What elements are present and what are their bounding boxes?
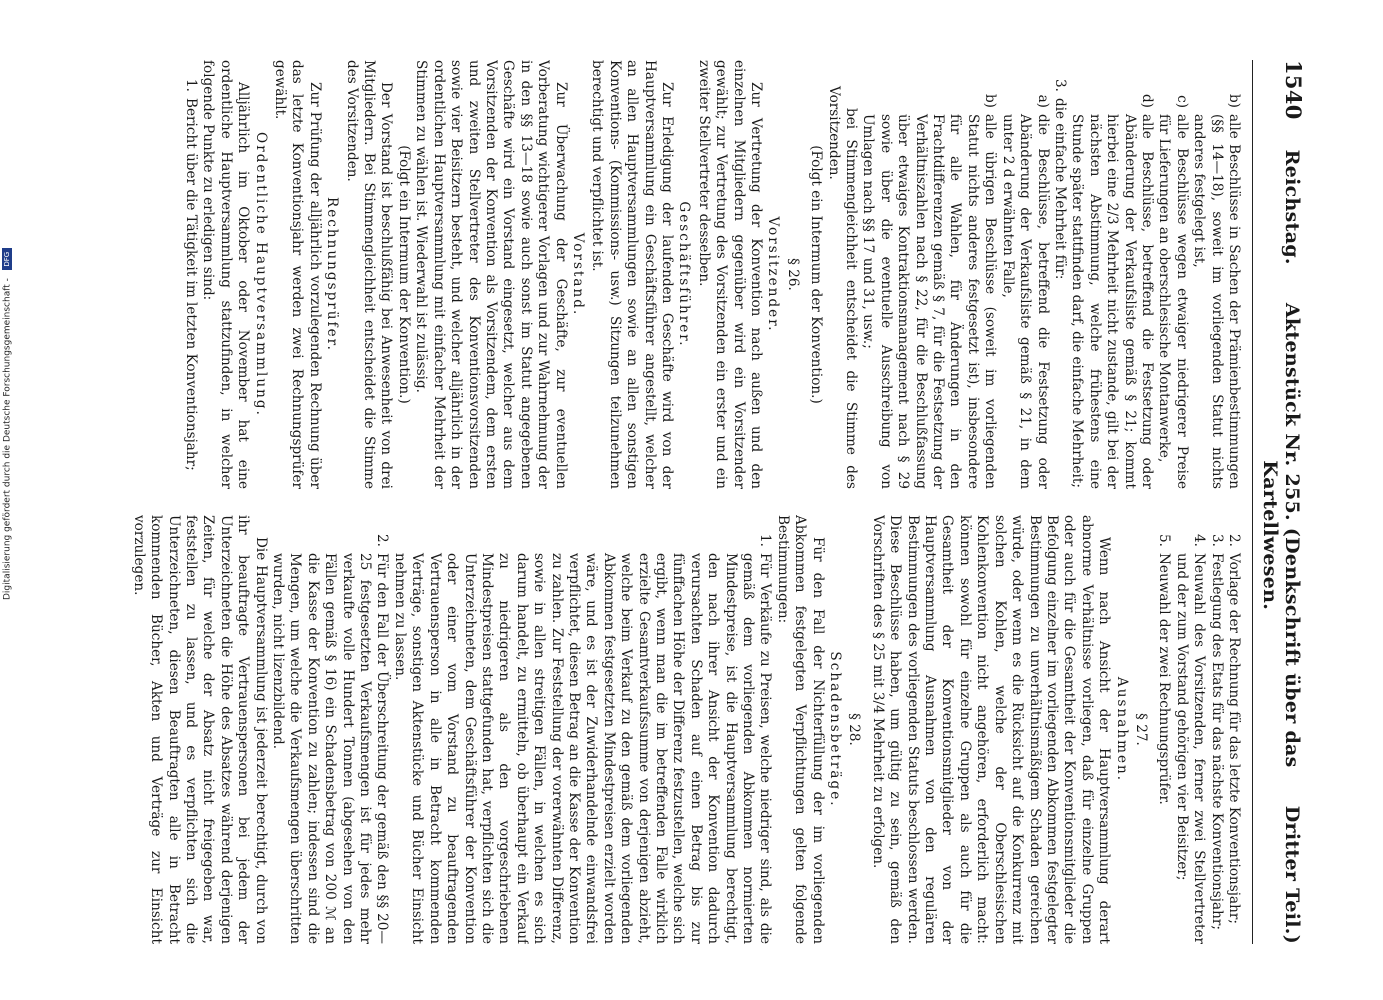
- clause-3: 3. die einfache Mehrheit für:: [1051, 79, 1068, 280]
- clause-3b: b) alle übrigen Beschlüsse (soweit im vorliegenden Statut nichts anderes festgesetzt ist), insbesondere für alle Wahlen, für Änderungen in den Frachtdifferenzen gemäß § 7, für die Festsetzung der Verhältniszahlen nach § 22, für die Beschlußfassung über etwaiges Kontraktionsmanagement nach § 29 sowie über die eventuelle Ausschreibung von Umlagen nach §§ 17 und 31, usw.;: [860, 93, 999, 489]
- tie-rule: bei Stimmengleichheit entscheidet die Stimme des Vorsitzenden.: [825, 86, 860, 489]
- digitization-text: Digitalisierung gefördert durch die Deutsche Forschungsgemeinschaft -: [2, 278, 13, 600]
- clause-3a: a) die Beschlüsse, betreffend die Festsetzung oder Abänderung der Verkaufsliste gemäß § 21, in dem unter 2 d erwähnten Falle,: [999, 94, 1051, 489]
- header-left: Reichstag.: [1281, 149, 1303, 265]
- agenda-item-4: 4. Neuwahl des Vorsitzenden, ferner zwei Stellvertreter und der zum Vorstand gehörigen vier Beisitzer;: [1173, 534, 1208, 944]
- page-header: [1252, 60, 1306, 944]
- para-vorstand-2: Der Vorstand ist beschlußfähig bei Anwesenheit von drei Mitgliedern. Bei Stimmengleichheit entscheidet die Stimme des Vorsitzenden.: [343, 60, 395, 489]
- left-column: [52, 60, 1242, 489]
- text-columns: [52, 60, 1242, 944]
- header-right: Dritter Teil.): [1281, 805, 1303, 944]
- para-ausnahmen: Wenn nach Ansicht der Hauptversammlung derart abnorme Verhältnisse vorliegen, daß für einzelne Gruppen oder auch für die Gesamtheit der Konventionsmitglieder die Befolgung einzelner im vorliegenden Abkommen festgelegter Bestimmungen zu unverhältnismäßigem Schaden gereichen würde, oder wenn es die Rücksicht auf die Konkurrenz mit solchen Kohlen, welche der Oberschlesischen Kohlenkonvention nicht angehören, erforderlich macht: können sowohl für einzelne Gruppen als auch für die Gesamtheit der Konventionsmitglieder von der Hauptversammlung Ausnahmen von den regulären Bestimmungen des vorliegenden Statuts beschlossen werden. Diese Beschlüsse haben, um gültig zu sein, gemäß den Vorschriften des § 25 mit 3/4 Mehrheit zu erfolgen.: [869, 515, 1113, 944]
- agenda-item-3: 3. Festlegung des Etats für das nächste Konventionsjahr;: [1208, 534, 1225, 930]
- clause-2c: c) alle Beschlüsse wegen etwaiger niedrigerer Preise für Lieferungen an oberschlesische Montanwerke,: [1156, 95, 1190, 489]
- para-ordentliche-hauptversammlung: Alljährlich im Oktober oder November hat eine ordentliche Hauptversammlung stattzufinden, in welcher folgende Punkte zu erledigen sind:: [200, 60, 252, 489]
- omission-note-1: (Folgt ein Intermum der Konvention.): [808, 145, 825, 404]
- dfg-logo: DFG: [2, 248, 12, 270]
- section-26: § 26.: [784, 258, 801, 291]
- para-hauptversammlung-pruefung: Die Hauptversammlung ist jederzeit berechtigt, durch von ihr beauftragte Vertrauenspersonen bei jedem der Unterzeichneten die Höhe des Absatzes während derjenigen Zeiten, für welche der Absatz nicht freigegeben war, feststellen zu lassen, und es verpflichten sich die Unterzeichneten, diesen Beauftragten alle in Betracht kommenden Bücher, Akten und Verträge zur Einsicht vorzulegen.: [130, 515, 269, 944]
- heading-ordentliche-hauptversammlung: Ordentliche Hauptversammlung.: [252, 132, 269, 417]
- section-27: § 27.: [1132, 713, 1149, 746]
- para-vorstand: Zur Überwachung der Geschäfte, zur eventuellen Vorberatung wichtigerer Vorlagen und zur Wahrnehmung der in den §§ 13—18 sowie auch sonst im Statut angegebenen Geschäfte wird ein Vorstand eingesetzt, welcher aus dem Vorsitzenden der Konvention als Vorsitzendem, dem ersten und zweiten Stellvertreter des Konventionsvorsitzenden sowie vier Beisitzern besteht, und welcher alljährlich in der ordentlichen Hauptversammlung mit einfacher Mehrheit der Stimmen zu wählen ist. Wiederwahl ist zulässig.: [413, 60, 569, 489]
- agenda-item-2: 2. Vorlage der Rechnung für das letzte Konventionsjahr;: [1226, 534, 1242, 924]
- agenda-item-5: 5. Neuwahl der zwei Rechnungsprüfer.: [1156, 534, 1173, 805]
- agenda-item-1: 1. Bericht über die Tätigkeit im letzten Konventionsjahr;: [183, 79, 200, 471]
- para-geschaeftsfuehrer: Zur Erledigung der laufenden Geschäfte wird von der Hauptversammlung ein Geschäftsführer angestellt, welcher an allen Hauptversammlungen sowie an allen sonstigen Konventions- (Kommissions- usw.) Sitzungen teilzunehmen berechtigt und verpflichtet ist.: [589, 60, 675, 489]
- omission-note-2: (Folgt ein Intermum der Konvention.): [395, 145, 412, 404]
- heading-vorsitzender: Vorsitzender.: [765, 216, 782, 333]
- right-column: [52, 515, 1242, 944]
- para-vorsitzender: Zur Vertretung der Konvention nach außen und den einzelnen Mitgliedern gegenüber wird ein Vorsitzender gewählt; zur Vertretung des Vorsitzenden ein erster und ein zweiter Stellvertreter desselben.: [695, 60, 765, 489]
- para-schadensbetraege: Für den Fall der Nichterfüllung der im vorliegenden Abkommen festgelegten Verpflichtungen gelten folgende Bestimmungen:: [774, 515, 826, 944]
- section-28: § 28.: [846, 713, 863, 746]
- heading-geschaeftsfuehrer: Geschäftsführer.: [676, 201, 693, 348]
- rule-1: 1. Für Verkäufe zu Preisen, welche niedriger sind, als die gemäß dem vorliegenden Abkommen normierten Mindestpreise, ist die Hauptversammlung berechtigt, den nach ihrer Ansicht der Konvention dadurch verursachten Schaden auf einen Betrag bis zur fünffachen Höhe der Differenz festzustellen, welche sich ergibt, wenn man die im betreffenden Falle wirklich erzielte Gesamtverkaufssumme von derjenigen abzieht, welche beim Verkauf zu den gemäß dem vorliegenden Abkommen festgesetzten Mindestpreisen erzielt worden wäre, und es ist der Zuwiderhandelnde einwandsfrei verpflichtet, diesen Betrag an die Kasse der Konvention zu zahlen. Zur Feststellung der vorerwähnten Differenz, sowie in allen streitigen Fällen, in welchen es sich darum handelt, zu ermitteln, ob überhaupt ein Verkauf zu niedrigeren als den vorgeschriebenen Mindestpreisen stattgefunden hat, verpflichten sich die Unterzeichneten, dem Geschäftsführer der Konvention oder einer vom Vorstand zu beauftragenden Vertrauensperson in alle in Betracht kommenden Verträge, sonstigen Aktenstücke und Bücher Einsicht nehmen zu lassen.: [391, 534, 774, 944]
- heading-ausnahmen: Ausnahmen.: [1113, 676, 1130, 783]
- rule-2: 2. Für den Fall der Überschreitung der gemäß den §§ 20—25 festgesetzten Verkaufsmengen ist für jedes mehr verkaufte volle Hundert Tonnen (abgesehen von den Fällen gemäß § 16) ein Schadensbetrag von 200 ℳ an die Kasse der Konvention zu zahlen; indessen sind die Mengen, um welche die Verkaufsmengen überschritten wurden, nicht lizenzbildend.: [270, 534, 391, 944]
- clause-2d: d) alle Beschlüsse, betreffend die Festsetzung oder Abänderung der Verkaufsliste gemäß § 21; kommt hierbei eine 2/3 Mehrheit nicht zustande, gilt bei der nächsten Abstimmung, welche frühestens eine Stunde später stattfinden darf, die einfache Mehrheit;: [1069, 93, 1155, 489]
- page-number: 1540: [1281, 60, 1306, 120]
- heading-schadensbetraege: Schadensbeträge.: [827, 651, 844, 808]
- para-rechnungspruefer: Zur Prüfung der alljährlich vorzulegenden Rechnung über das letzte Konventionsjahr werden zwei Rechnungsprüfer gewählt.: [272, 60, 323, 489]
- heading-vorstand: Vorstand.: [569, 232, 586, 317]
- header-middle: Aktenstück Nr. 255. (Denkschrift über das Kartellwesen.: [1259, 302, 1303, 768]
- heading-rechnungspruefer: Rechnungsprüfer.: [324, 197, 341, 352]
- clause-2b: b) alle Beschlüsse in Sachen der Prämienbestimmungen (§§ 14—18), soweit im vorliegenden Statut nichts anderes festgelegt ist,: [1191, 93, 1242, 489]
